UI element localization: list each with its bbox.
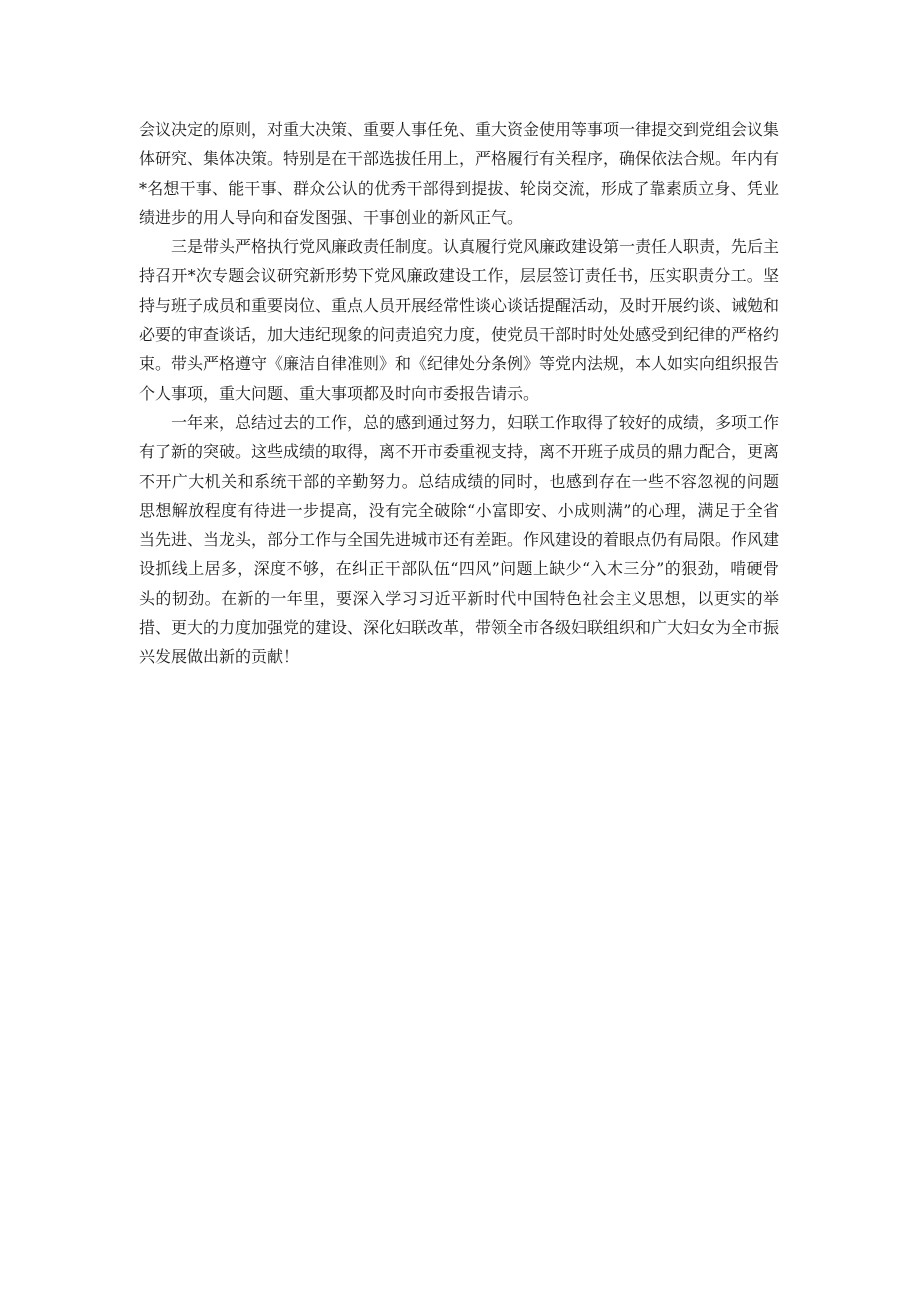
paragraph-continuation: 会议决定的原则，对重大决策、重要人事任免、重大资金使用等事项一律提交到党组会议集体研究、集体决策。特别是在干部选拔任用上，严格履行有关程序，确保依法合规。年内有*名想干事、能干事、群众公认的优秀干部得到提拔、轮岗交流，形成了靠素质立身、凭业绩进步的用人导向和奋发图强、干事创业的新风正气。 [139, 120, 780, 227]
paragraph-year-summary: 一年来，总结过去的工作，总的感到通过努力，妇联工作取得了较好的成绩，多项工作有了新的突破。这些成绩的取得，离不开市委重视支持，离不开班子成员的鼎力配合，更离不开广大机关和系统干部的辛勤努力。总结成绩的同时，也感到存在一些不容忽视的问题 思想解放程度有待进一步提高，没有完全破除“小富即安、小成则满”的心理，满足于全省当先进、当龙头，部分工作与全国先进城市还有差距。作风建设的着眼点仍有局限。作风建设抓线上居多，深度不够，在纠正干部队伍“四风”问题上缺少“入木三分”的狠劲，啃硬骨头的韧劲。在新的一年里，要深入学习习近平新时代中国特色社会主义思想，以更实的举措、更大的力度加强党的建设、深化妇联改革，带领全市各级妇联组织和广大妇女为全市振兴发展做出新的贡献！ [139, 412, 780, 667]
document-body [139, 115, 779, 672]
paragraph-clean-governance: 三是带头严格执行党风廉政责任制度。认真履行党风廉政建设第一责任人职责，先后主持召开*次专题会议研究新形势下党风廉政建设工作，层层签订责任书，压实职责分工。坚持与班子成员和重要岗位、重点人员开展经常性谈心谈话提醒活动，及时开展约谈、诫勉和必要的审查谈话，加大违纪现象的问责追究力度，使党员干部时时处处感受到纪律的严格约束。带头严格遵守《廉洁自律准则》和《纪律处分条例》等党内法规，本人如实向组织报告个人事项，重大问题、重大事项都及时向市委报告请示。 [139, 237, 780, 403]
